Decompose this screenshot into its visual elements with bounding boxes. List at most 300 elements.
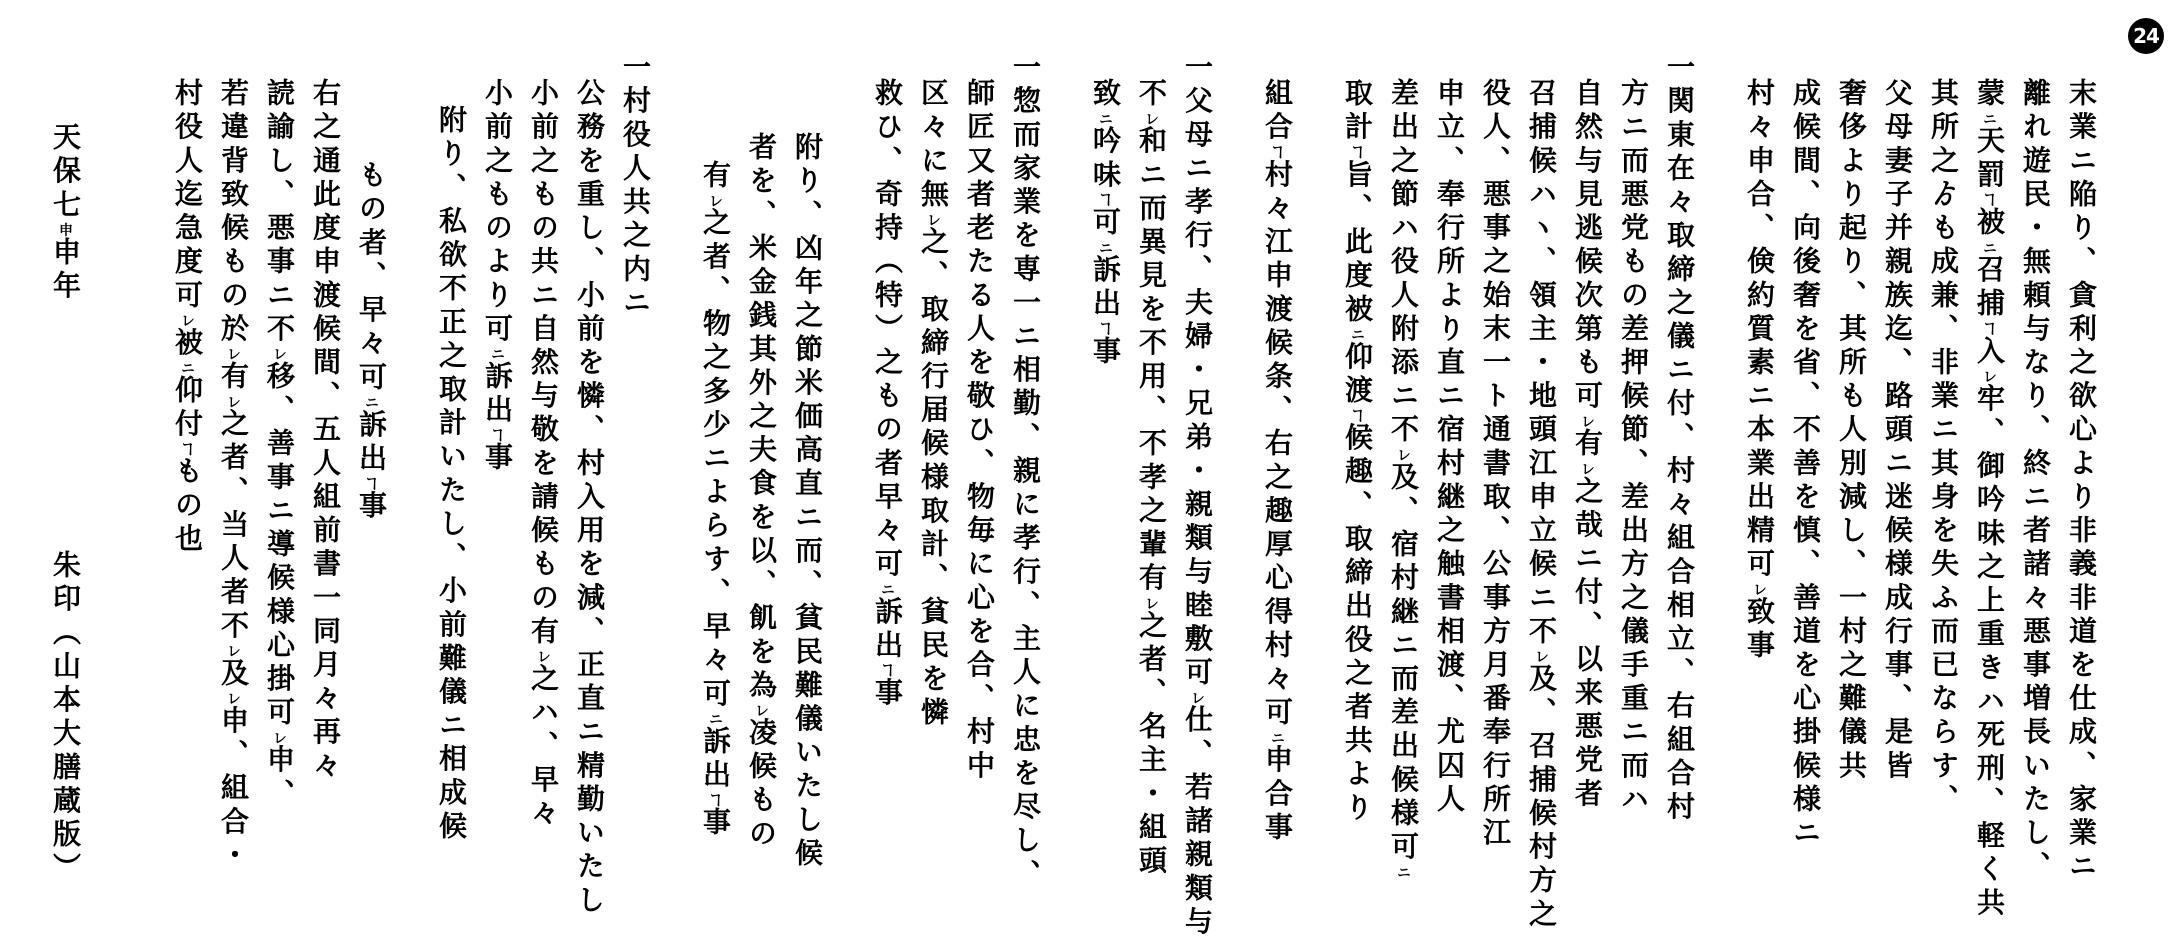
text-glyph: 違	[217, 111, 250, 146]
text-glyph: 々	[1663, 186, 1696, 221]
text-glyph: 度	[309, 212, 342, 247]
text-glyph: 侈	[1835, 111, 1868, 146]
text-glyph: 之	[1387, 145, 1420, 179]
text-glyph: 囚	[1433, 750, 1466, 784]
text-glyph: 事	[2019, 649, 2052, 683]
text-glyph: 々	[1261, 663, 1294, 697]
text-glyph: 取	[917, 293, 950, 328]
kunten-mark: レ	[225, 691, 241, 706]
text-glyph: 訴	[871, 596, 904, 630]
text-glyph: 、	[1433, 145, 1466, 179]
text-glyph: 奉	[1433, 178, 1466, 213]
text-glyph: ニ	[699, 442, 732, 477]
text-glyph: 様	[1789, 783, 1822, 818]
text-glyph: ニ	[1881, 447, 1914, 482]
text-glyph: 、	[1789, 548, 1822, 583]
kunten-mark: ヿ	[1349, 145, 1365, 160]
text-glyph: 、	[527, 730, 560, 765]
text-glyph: 者	[699, 241, 732, 275]
kunten-mark: ヿ	[1269, 145, 1285, 160]
text-glyph: 迄	[1881, 313, 1914, 347]
text-glyph: り	[1341, 792, 1374, 826]
text-glyph: 輩	[1135, 528, 1168, 563]
text-glyph: 書	[1479, 447, 1512, 482]
text-glyph: 前	[309, 514, 342, 549]
text-glyph: を	[573, 346, 606, 381]
kunten-mark: レ	[707, 193, 723, 208]
kunten-mark: レ	[1579, 414, 1595, 429]
text-glyph: 心	[963, 582, 996, 616]
text-glyph: 組	[1135, 811, 1168, 846]
text-glyph: ニ	[1387, 629, 1420, 664]
text-glyph: 組	[1663, 724, 1696, 758]
text-glyph: よ	[1341, 758, 1374, 793]
text-glyph: 者	[963, 178, 996, 213]
text-glyph: 之	[1663, 287, 1696, 321]
text-glyph: 村	[1663, 791, 1696, 826]
text-glyph: 非	[2065, 582, 2098, 616]
text-glyph: 急	[171, 212, 204, 247]
text-glyph: 不	[1135, 78, 1168, 112]
text-glyph: 小	[435, 575, 468, 610]
text-glyph: 尽	[1009, 791, 1042, 826]
text-glyph: 悪	[1617, 178, 1650, 213]
text-glyph: 付	[171, 408, 204, 443]
text-glyph: 取	[1341, 78, 1374, 112]
text-glyph: 掛	[1789, 716, 1822, 751]
text-glyph: 役	[619, 119, 652, 153]
text-glyph: を	[745, 165, 778, 200]
text-glyph: 、	[917, 260, 950, 294]
text-glyph: 吟	[1089, 125, 1122, 160]
text-glyph: 早	[871, 481, 904, 515]
text-glyph: 与	[1181, 906, 1214, 940]
text-glyph: ニ	[2019, 481, 2052, 515]
text-glyph: し	[573, 884, 606, 919]
text-glyph: 出	[1387, 111, 1420, 146]
text-column	[1181, 52, 1214, 940]
text-glyph: 高	[791, 434, 824, 469]
kunten-mark: レ	[1981, 369, 1997, 384]
text-glyph: 心	[263, 629, 296, 664]
text-glyph: 渡	[309, 279, 342, 314]
text-glyph: 陥	[2065, 178, 2098, 213]
text-glyph: 失	[1927, 548, 1960, 583]
text-column	[1479, 78, 1512, 852]
text-glyph: 触	[1433, 548, 1466, 583]
text-glyph: 宿	[1433, 414, 1466, 448]
text-glyph: 々	[871, 514, 904, 549]
text-glyph: 一	[1835, 582, 1868, 616]
text-glyph: 関	[1663, 85, 1696, 120]
text-glyph: 致	[1089, 78, 1122, 112]
text-glyph: 族	[1881, 279, 1914, 314]
text-glyph: も	[355, 160, 388, 194]
text-glyph: に	[1009, 488, 1042, 523]
text-glyph: 奢	[1789, 279, 1822, 314]
text-glyph: 之	[1617, 582, 1650, 616]
text-glyph: 親	[1181, 839, 1214, 873]
text-glyph: 而	[1135, 192, 1168, 227]
text-glyph: 不	[435, 273, 468, 307]
text-column	[1261, 78, 1294, 846]
text-glyph: 心	[1261, 562, 1294, 597]
text-glyph: 締	[1663, 253, 1696, 288]
text-glyph: 兄	[1181, 388, 1214, 422]
text-glyph: ニ	[263, 279, 296, 314]
text-glyph: 不	[1387, 414, 1420, 448]
text-glyph: 月	[1479, 649, 1512, 683]
text-glyph: 頭	[1881, 414, 1914, 448]
text-glyph: 、	[1743, 212, 1776, 247]
text-column	[871, 78, 904, 711]
text-glyph: 取	[435, 373, 468, 408]
text-glyph: 入	[1973, 335, 2006, 370]
text-glyph: 方	[1479, 615, 1512, 650]
text-glyph: 、	[1479, 514, 1512, 549]
text-glyph: 貧	[917, 596, 950, 630]
text-glyph: 被	[1973, 206, 2006, 241]
text-glyph: い	[791, 736, 824, 771]
text-glyph: 得	[1261, 596, 1294, 630]
text-glyph: 党	[1617, 212, 1650, 247]
text-glyph: 朱	[49, 550, 82, 584]
text-glyph: 、	[217, 738, 250, 773]
text-glyph: 難	[1835, 682, 1868, 717]
text-glyph: 出	[1387, 730, 1420, 765]
text-glyph: 仰	[171, 374, 204, 409]
text-glyph: た	[2019, 783, 2052, 818]
text-glyph: 計	[1341, 111, 1374, 146]
text-glyph: ニ	[619, 287, 652, 321]
text-glyph: 不	[1525, 615, 1558, 650]
text-glyph: 事	[481, 442, 514, 476]
text-glyph: 婦	[1181, 320, 1214, 355]
text-glyph: 申	[217, 705, 250, 739]
text-glyph: 之	[527, 663, 560, 697]
text-glyph: 、	[263, 778, 296, 812]
text-glyph: 此	[1341, 226, 1374, 261]
text-glyph: 候	[1881, 514, 1914, 549]
text-glyph: 手	[1617, 649, 1650, 683]
text-glyph: 候	[1525, 548, 1558, 583]
text-glyph: ）	[871, 313, 904, 347]
text-glyph: 業	[1927, 380, 1960, 415]
text-glyph: 当	[217, 509, 250, 543]
text-glyph: 吟	[1973, 484, 2006, 518]
text-glyph: 導	[263, 528, 296, 563]
text-glyph: 人	[1479, 111, 1512, 146]
kunten-mark: ヿ	[1981, 192, 1997, 207]
text-glyph: り	[1835, 178, 1868, 213]
text-glyph: 候	[1387, 764, 1420, 798]
text-glyph: 早	[355, 294, 388, 329]
text-glyph: 役	[171, 111, 204, 146]
text-glyph: ふ	[1927, 582, 1960, 616]
text-glyph: 質	[1743, 313, 1776, 347]
text-glyph: 少	[699, 409, 732, 443]
text-glyph: 、	[435, 172, 468, 206]
text-glyph: を	[917, 663, 950, 697]
text-glyph: 、	[1341, 192, 1374, 227]
text-glyph: ら	[1927, 716, 1960, 751]
text-glyph: 末	[2065, 78, 2098, 112]
text-glyph: 見	[1571, 178, 1604, 213]
text-glyph: 人	[217, 542, 250, 577]
text-glyph: 者	[1341, 691, 1374, 725]
text-glyph: 候	[1571, 246, 1604, 280]
text-glyph: 組	[1261, 78, 1294, 112]
text-glyph: ハ	[1525, 178, 1558, 213]
text-glyph: 相	[1009, 354, 1042, 389]
text-glyph: 心	[2065, 414, 2098, 448]
text-glyph: 夫	[1181, 287, 1214, 321]
text-glyph: 様	[1387, 797, 1420, 832]
kunten-mark: レ	[1143, 596, 1159, 611]
text-glyph: 々	[1663, 488, 1696, 523]
text-glyph: 行	[1433, 212, 1466, 247]
text-glyph: 類	[1181, 872, 1214, 907]
text-glyph: 者	[355, 227, 388, 261]
text-glyph: 業	[1009, 186, 1042, 221]
text-glyph: 重	[573, 178, 606, 213]
text-glyph: ヽ	[1525, 212, 1558, 247]
text-glyph: 之	[1835, 649, 1868, 683]
text-glyph: 、	[1663, 421, 1696, 456]
text-glyph: 者	[217, 442, 250, 476]
text-glyph: 而	[1927, 615, 1960, 650]
kunten-mark: レ	[271, 730, 287, 745]
text-glyph: 申	[263, 744, 296, 779]
page-number-badge: 24	[2128, 18, 2164, 54]
text-glyph: 附	[435, 105, 468, 139]
text-glyph: 之	[699, 207, 732, 242]
text-glyph: ハ	[1617, 783, 1650, 818]
text-glyph: 、	[263, 178, 296, 213]
text-glyph: 様	[263, 596, 296, 630]
kunten-mark: レ	[1751, 582, 1767, 597]
text-glyph: 省	[1789, 346, 1822, 381]
text-glyph: 度	[171, 246, 204, 280]
text-glyph: 様	[917, 461, 950, 496]
text-glyph: 番	[1479, 682, 1512, 717]
text-glyph: 事	[1479, 212, 1512, 247]
text-column	[49, 122, 82, 305]
text-glyph: の	[1617, 279, 1650, 314]
text-glyph: ニ	[1009, 320, 1042, 355]
text-glyph: 和	[1135, 125, 1168, 160]
text-glyph: 不	[1135, 428, 1168, 462]
text-glyph: 直	[1433, 346, 1466, 381]
text-glyph: 并	[1881, 212, 1914, 247]
text-glyph: 遊	[2019, 145, 2052, 179]
text-glyph: 訴	[355, 409, 388, 443]
text-glyph: 用	[1135, 360, 1168, 395]
text-glyph: 江	[1479, 817, 1512, 852]
text-glyph: を	[1135, 293, 1168, 328]
text-glyph: 有	[1135, 562, 1168, 597]
text-glyph: 而	[791, 535, 824, 569]
text-glyph: 之	[791, 300, 824, 334]
text-glyph: 儀	[435, 676, 468, 710]
text-glyph: 入	[573, 481, 606, 515]
text-glyph: ニ	[527, 279, 560, 314]
kunten-mark: 申	[57, 222, 73, 237]
text-glyph: り	[481, 279, 514, 314]
text-glyph: 儀	[1835, 716, 1868, 751]
kunten-mark: レ	[535, 649, 551, 664]
text-glyph: 約	[1743, 279, 1776, 314]
text-column	[619, 52, 652, 321]
text-glyph: 右	[1261, 428, 1294, 462]
text-glyph: 書	[309, 548, 342, 583]
text-glyph: 敷	[1181, 623, 1214, 657]
text-glyph: 人	[1387, 279, 1420, 314]
text-glyph: 之	[1973, 551, 2006, 585]
text-glyph: 押	[1617, 346, 1650, 381]
text-glyph: 多	[699, 375, 732, 410]
text-glyph: 又	[963, 145, 996, 179]
text-glyph: 厚	[1261, 528, 1294, 563]
text-glyph: ・	[1525, 346, 1558, 381]
text-glyph: 可	[699, 678, 732, 712]
text-glyph: り	[791, 165, 824, 200]
text-glyph: 、	[2019, 851, 2052, 885]
text-glyph: 不	[217, 610, 250, 644]
text-glyph: 死	[1973, 719, 2006, 753]
text-glyph: 有	[1571, 428, 1604, 462]
text-glyph: 々	[1261, 192, 1294, 227]
text-glyph: 可	[481, 313, 514, 347]
text-glyph: 差	[1617, 481, 1650, 515]
text-glyph: 節	[791, 333, 824, 368]
text-glyph: 者	[1135, 643, 1168, 678]
text-glyph: 々	[699, 644, 732, 679]
text-glyph: 私	[435, 205, 468, 240]
text-glyph: 別	[1835, 447, 1868, 482]
text-glyph: 之	[619, 220, 652, 254]
text-glyph: れ	[2019, 111, 2052, 146]
kunten-mark: レ	[1395, 447, 1411, 462]
text-column	[1617, 78, 1650, 818]
text-glyph: 名	[1135, 710, 1168, 745]
text-glyph: 、	[963, 447, 996, 482]
text-glyph: 業	[2065, 817, 2098, 852]
text-glyph: 付	[1663, 388, 1696, 422]
kunten-mark: ヿ	[1981, 321, 1997, 336]
text-glyph: も	[527, 548, 560, 583]
text-glyph: を	[2065, 649, 2098, 683]
text-glyph: 不	[1135, 327, 1168, 361]
text-glyph: 相	[1433, 615, 1466, 650]
text-glyph: 之	[309, 111, 342, 146]
text-glyph: 若	[217, 78, 250, 112]
text-glyph: 申	[1433, 78, 1466, 112]
text-column	[2019, 78, 2052, 885]
text-glyph: 之	[1433, 514, 1466, 549]
text-glyph: 之	[699, 342, 732, 376]
text-glyph: の	[171, 489, 204, 524]
kunten-mark: レ	[225, 643, 241, 658]
kunten-mark: レ	[225, 346, 241, 361]
text-glyph: 罰	[1973, 159, 2006, 193]
text-glyph: 、	[573, 414, 606, 448]
text-glyph: 、	[791, 199, 824, 233]
text-glyph: も	[217, 246, 250, 280]
text-glyph: 道	[1789, 615, 1822, 650]
text-glyph: 度	[1341, 260, 1374, 294]
text-glyph: 小	[481, 78, 514, 112]
text-glyph: 外	[745, 367, 778, 401]
text-glyph: 一	[309, 582, 342, 616]
text-glyph: 村	[1433, 447, 1466, 482]
text-glyph: ハ	[1387, 212, 1420, 247]
text-glyph: 精	[573, 750, 606, 784]
text-glyph: ハ	[527, 696, 560, 731]
text-glyph: 非	[1927, 346, 1960, 381]
text-glyph: 以	[1571, 643, 1604, 678]
text-glyph: 、	[573, 615, 606, 650]
text-glyph: 候	[1525, 145, 1558, 179]
text-glyph: も	[871, 380, 904, 415]
text-glyph: 仰	[1341, 341, 1374, 375]
text-glyph: 申	[1261, 260, 1294, 294]
text-glyph: 迄	[171, 178, 204, 213]
text-column	[49, 550, 82, 887]
text-column	[1789, 78, 1822, 852]
text-glyph: 毎	[963, 514, 996, 549]
kunten-mark: ニ	[1269, 730, 1285, 745]
text-glyph: 物	[963, 481, 996, 515]
text-column	[263, 78, 296, 812]
text-glyph: 、	[355, 260, 388, 295]
text-glyph: 欲	[435, 239, 468, 274]
text-glyph: 、	[1181, 738, 1214, 772]
text-glyph: 其	[1927, 78, 1960, 112]
text-glyph: 貧	[791, 602, 824, 637]
text-glyph: ニ	[2065, 145, 2098, 179]
kunten-mark: ニ	[1349, 327, 1365, 342]
text-glyph: 一	[619, 52, 652, 86]
text-glyph: 内	[619, 253, 652, 288]
text-glyph: な	[2019, 346, 2052, 381]
text-glyph: 者	[217, 576, 250, 611]
text-glyph: 天	[1973, 125, 2006, 160]
text-glyph: を	[1009, 220, 1042, 254]
text-glyph: 小	[573, 279, 606, 314]
text-glyph: 東	[1663, 119, 1696, 153]
text-glyph: 共	[1973, 887, 2006, 922]
text-glyph: 憐	[573, 380, 606, 415]
text-glyph: 直	[573, 682, 606, 717]
text-glyph: 立	[1433, 111, 1466, 146]
text-glyph: 悪	[2019, 615, 2052, 650]
text-glyph: 事	[1261, 811, 1294, 846]
text-glyph: 人	[619, 152, 652, 187]
text-glyph: 業	[2065, 111, 2098, 146]
text-glyph: 次	[1571, 279, 1604, 314]
text-glyph: 、	[871, 145, 904, 179]
text-glyph: 事	[1881, 649, 1914, 683]
kunten-mark: レ	[1579, 461, 1595, 476]
text-glyph: 其	[1835, 313, 1868, 347]
text-glyph: 悪	[263, 212, 296, 247]
text-glyph: 母	[1881, 111, 1914, 146]
text-glyph: 善	[263, 428, 296, 462]
text-glyph: 素	[1743, 346, 1776, 381]
text-column	[699, 160, 732, 841]
text-glyph: 孝	[1181, 186, 1214, 221]
